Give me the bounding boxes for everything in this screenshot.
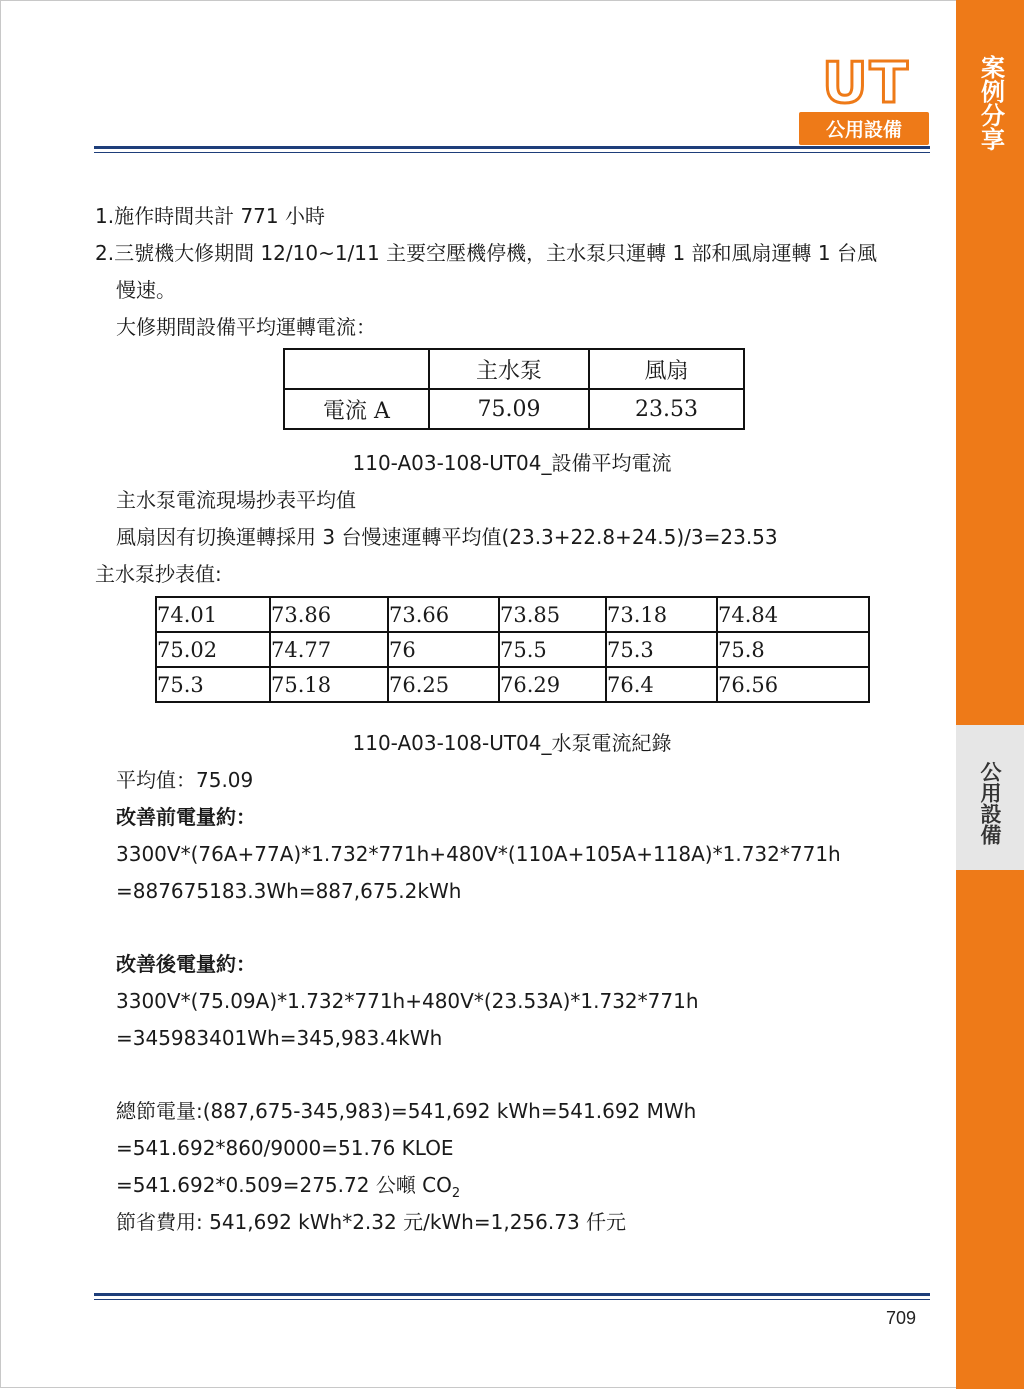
sidebar	[956, 0, 1024, 1389]
sidebar-top-label: 案例分享	[976, 55, 1005, 151]
before-formula: 3300V*(76A+77A)*1.732*771h+480V*(110A+105A+118A)*1.732*771h	[116, 842, 841, 866]
table-cell: 23.53	[589, 389, 744, 429]
table-cell: 75.3	[606, 632, 717, 667]
table-row	[284, 389, 744, 429]
saving-line-3-text: =541.692*0.509=275.72 公噸 CO	[116, 1173, 452, 1197]
saving-line-1: 總節電量:(887,675-345,983)=541,692 kWh=541.692 MWh	[116, 1099, 697, 1123]
average-value: 平均值：75.09	[116, 768, 254, 792]
header-rule	[94, 146, 930, 149]
pump-readings-table	[155, 596, 870, 703]
sidebar-tab[interactable]	[956, 725, 1024, 870]
co2-subscript: 2	[451, 1186, 461, 1201]
avg-current-table	[283, 348, 745, 430]
table-cell: 主水泵	[429, 349, 589, 389]
table-cell: 電流 A	[284, 389, 429, 429]
table-cell: 76.29	[499, 667, 606, 702]
caption-2: 110-A03-108-UT04_水泵電流紀錄	[352, 731, 672, 755]
before-title: 改善前電量約：	[116, 805, 256, 829]
ut-logo	[806, 56, 926, 110]
table-row	[156, 667, 869, 702]
table-row	[156, 632, 869, 667]
table-cell: 76.4	[606, 667, 717, 702]
table-cell	[284, 349, 429, 389]
item-2-line-a: 2.三號機大修期間 12/10~1/11 主要空壓機停機，主水泵只運轉 1 部和風扇運轉 1 台風	[95, 241, 877, 265]
table-cell: 75.5	[499, 632, 606, 667]
after-result: =345983401Wh=345,983.4kWh	[116, 1026, 443, 1050]
table-row	[156, 597, 869, 632]
table-cell: 風扇	[589, 349, 744, 389]
saving-line-4: 節省費用: 541,692 kWh*2.32 元/kWh=1,256.73 仟元	[116, 1210, 627, 1234]
avg-current-title: 大修期間設備平均運轉電流：	[116, 315, 376, 339]
saving-line-3	[116, 1172, 460, 1207]
table-cell: 73.85	[499, 597, 606, 632]
note-1: 主水泵電流現場抄表平均值	[116, 488, 356, 512]
table-row	[284, 349, 744, 389]
table-cell: 73.86	[270, 597, 388, 632]
table-cell: 75.18	[270, 667, 388, 702]
table-cell: 76.25	[388, 667, 499, 702]
sidebar-tab-label: 公用設備	[978, 761, 1002, 845]
table-cell: 76	[388, 632, 499, 667]
table-cell: 73.66	[388, 597, 499, 632]
caption-1: 110-A03-108-UT04_設備平均電流	[352, 451, 672, 475]
header-badge: 公用設備	[799, 112, 929, 145]
table-cell: 74.01	[156, 597, 270, 632]
table-cell: 73.18	[606, 597, 717, 632]
header-rule-thin	[94, 152, 930, 153]
after-title: 改善後電量約：	[116, 952, 256, 976]
table-cell: 76.56	[717, 667, 869, 702]
saving-line-2: =541.692*860/9000=51.76 KLOE	[116, 1136, 454, 1160]
table-cell: 75.3	[156, 667, 270, 702]
table-cell: 75.02	[156, 632, 270, 667]
table-cell: 74.84	[717, 597, 869, 632]
table-cell: 74.77	[270, 632, 388, 667]
before-result: =887675183.3Wh=887,675.2kWh	[116, 879, 462, 903]
item-1: 1.施作時間共計 771 小時	[95, 204, 325, 228]
footer-rule	[94, 1293, 930, 1296]
note-2: 風扇因有切換運轉採用 3 台慢速運轉平均值(23.3+22.8+24.5)/3=23.53	[116, 525, 778, 549]
item-2-line-b: 慢速。	[116, 278, 176, 302]
table-cell: 75.09	[429, 389, 589, 429]
page-number: 709	[886, 1308, 917, 1328]
table-cell: 75.8	[717, 632, 869, 667]
ut-logo-text: UT	[822, 56, 910, 110]
after-formula: 3300V*(75.09A)*1.732*771h+480V*(23.53A)*1.732*771h	[116, 989, 699, 1013]
readings-title: 主水泵抄表值:	[95, 562, 222, 586]
footer-rule-thin	[94, 1299, 930, 1300]
